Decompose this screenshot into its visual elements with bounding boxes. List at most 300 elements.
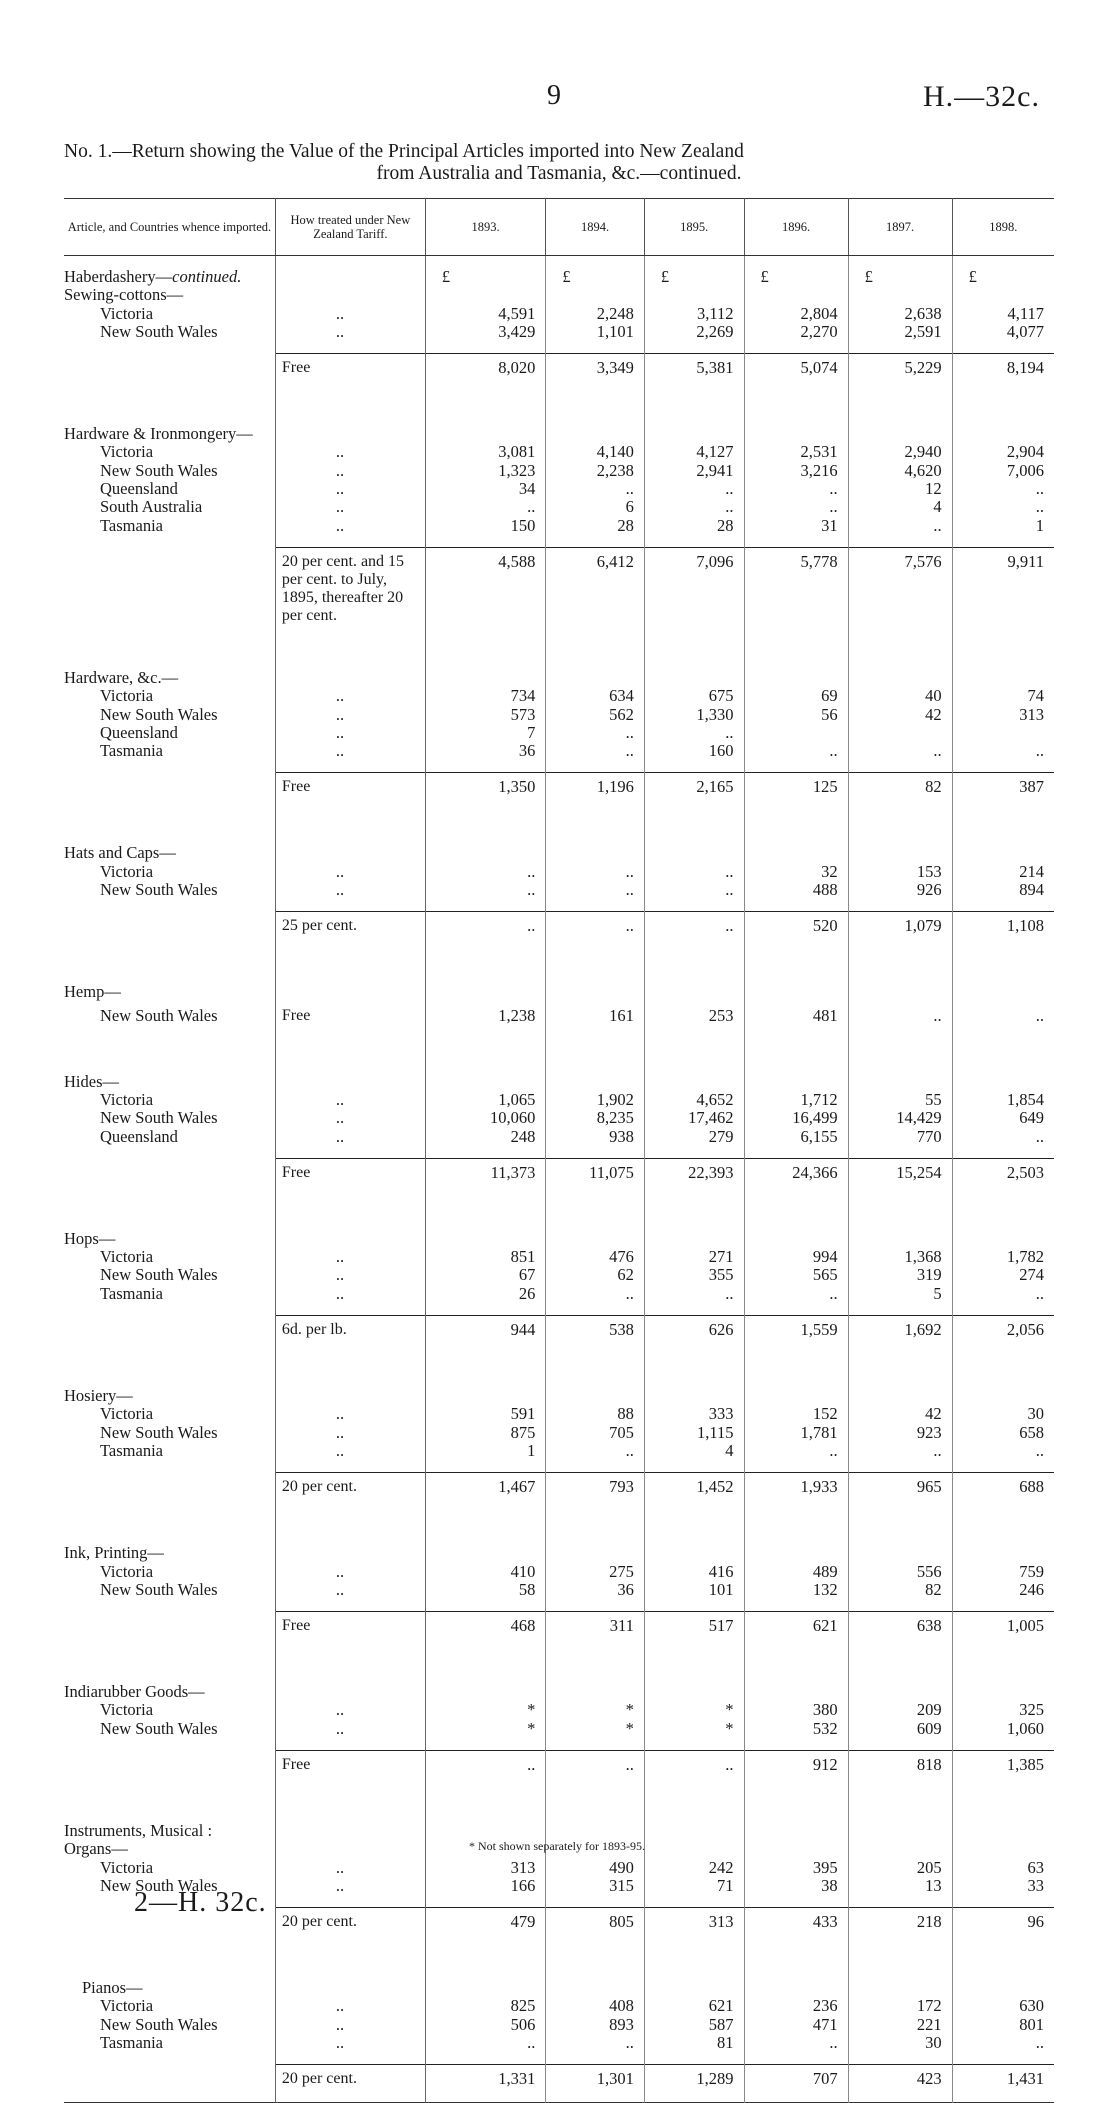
spacer-cell — [275, 1460, 425, 1473]
value-cell: .. — [744, 498, 848, 516]
value-cell: 42 — [848, 706, 952, 724]
currency-cell: £ — [848, 268, 952, 286]
empty-cell — [644, 1599, 744, 1612]
value-cell: .. — [744, 1442, 848, 1460]
country-row — [64, 1128, 1054, 1146]
country-row — [64, 1266, 1054, 1284]
country-name: New South Wales — [64, 1424, 275, 1442]
empty-cell — [644, 341, 744, 354]
treatment-cell: .. — [275, 724, 425, 742]
total-value-cell: 793 — [546, 1473, 645, 1511]
section-title-row — [64, 425, 1054, 443]
empty-cell — [425, 1738, 545, 1751]
total-value-cell: 2,165 — [644, 773, 744, 811]
spacer-cell — [64, 1146, 275, 1159]
section-title-row — [64, 669, 1054, 687]
value-cell: 271 — [644, 1248, 744, 1266]
value-cell: 221 — [848, 2016, 952, 2034]
value-cell: .. — [952, 1002, 1054, 1039]
value-cell: 630 — [952, 1997, 1054, 2015]
section-title: Hardware, &c.— — [64, 669, 275, 687]
value-cell: 12 — [848, 480, 952, 498]
section-title-row — [64, 1822, 1054, 1840]
spacer-cell — [64, 1196, 275, 1230]
empty-cell — [848, 899, 952, 912]
value-cell: .. — [546, 863, 645, 881]
value-cell: 6,155 — [744, 1128, 848, 1146]
empty-cell — [744, 1544, 848, 1562]
empty-cell — [744, 810, 848, 844]
spacer-row — [64, 1303, 1054, 1316]
treatment-cell — [275, 1073, 425, 1091]
country-row — [64, 517, 1054, 535]
total-value-cell: .. — [425, 1750, 545, 1788]
empty-cell — [744, 844, 848, 862]
value-cell: 8,235 — [546, 1109, 645, 1127]
empty-cell — [952, 1979, 1054, 1997]
empty-cell — [425, 760, 545, 773]
value-cell: 1,115 — [644, 1424, 744, 1442]
total-value-cell: 4,588 — [425, 547, 545, 635]
empty-cell — [425, 635, 545, 669]
value-cell: 6 — [546, 498, 645, 516]
empty-cell — [848, 425, 952, 443]
spacer-row — [64, 2052, 1054, 2065]
empty-cell — [952, 1738, 1054, 1751]
empty-cell — [744, 1979, 848, 1997]
value-cell: 42 — [848, 1405, 952, 1423]
value-cell: .. — [425, 2034, 545, 2052]
empty-cell — [425, 1146, 545, 1159]
value-cell: .. — [546, 480, 645, 498]
country-name: Tasmania — [64, 1285, 275, 1303]
country-name: Tasmania — [64, 1442, 275, 1460]
spacer-cell — [275, 1303, 425, 1316]
total-value-cell: 8,020 — [425, 354, 545, 392]
page-number: 9 — [547, 80, 561, 112]
empty-cell — [644, 1683, 744, 1701]
value-cell: 62 — [546, 1266, 645, 1284]
treatment-cell: .. — [275, 517, 425, 535]
value-cell: 2,270 — [744, 323, 848, 341]
spacer-cell — [64, 1738, 275, 1751]
treatment-cell: .. — [275, 706, 425, 724]
total-row — [64, 1473, 1054, 1511]
country-row — [64, 742, 1054, 760]
value-cell: 172 — [848, 1997, 952, 2015]
treatment-cell: 20 per cent. and 15 per cent. to July, 1895, thereafter 20 per cent. — [275, 547, 425, 635]
total-value-cell: 433 — [744, 1908, 848, 1946]
value-cell: 380 — [744, 1701, 848, 1719]
value-cell: .. — [952, 1285, 1054, 1303]
spacer-cell — [275, 635, 425, 669]
empty-cell — [546, 1146, 645, 1159]
value-cell: 3,081 — [425, 443, 545, 461]
country-name: South Australia — [64, 498, 275, 516]
spacer-cell — [64, 899, 275, 912]
value-cell: 562 — [546, 706, 645, 724]
empty-cell — [952, 1544, 1054, 1562]
empty-cell — [744, 1945, 848, 1979]
value-cell: 101 — [644, 1581, 744, 1599]
total-value-cell: 1,467 — [425, 1473, 545, 1511]
total-value-cell: 387 — [952, 773, 1054, 811]
value-cell: .. — [952, 1128, 1054, 1146]
treatment-cell: .. — [275, 1720, 425, 1738]
empty-cell — [848, 844, 952, 862]
empty-cell — [546, 1738, 645, 1751]
empty-cell — [848, 341, 952, 354]
empty-cell — [848, 391, 952, 425]
total-label-cell — [64, 773, 275, 811]
value-cell: 40 — [848, 687, 952, 705]
inline-total-row — [64, 1002, 1054, 1039]
country-row — [64, 863, 1054, 881]
section-title: Hats and Caps— — [64, 844, 275, 862]
country-row — [64, 724, 1054, 742]
value-cell: 325 — [952, 1701, 1054, 1719]
empty-cell — [644, 1895, 744, 1908]
empty-cell — [425, 1460, 545, 1473]
value-cell: 408 — [546, 1997, 645, 2015]
empty-cell — [425, 1979, 545, 1997]
spacer-cell — [275, 760, 425, 773]
country-name: New South Wales — [64, 706, 275, 724]
empty-cell — [644, 535, 744, 548]
value-cell: 88 — [546, 1405, 645, 1423]
section-title-row — [64, 1073, 1054, 1091]
section-title-row — [64, 1979, 1054, 1997]
value-cell: 274 — [952, 1266, 1054, 1284]
value-cell: 69 — [744, 687, 848, 705]
total-label-cell — [64, 1612, 275, 1650]
value-cell: 532 — [744, 1720, 848, 1738]
empty-cell — [848, 1544, 952, 1562]
treatment-cell: Free — [275, 773, 425, 811]
empty-cell — [744, 1649, 848, 1683]
value-cell: 315 — [546, 1877, 645, 1895]
empty-cell — [644, 1738, 744, 1751]
section-title-row — [64, 1544, 1054, 1562]
empty-cell — [952, 810, 1054, 844]
empty-cell — [425, 286, 545, 304]
value-cell: .. — [744, 480, 848, 498]
value-cell: 801 — [952, 2016, 1054, 2034]
value-cell: 333 — [644, 1405, 744, 1423]
total-label-cell — [64, 354, 275, 392]
value-cell: 395 — [744, 1859, 848, 1877]
value-cell: .. — [952, 1442, 1054, 1460]
empty-cell — [848, 1979, 952, 1997]
value-cell: 476 — [546, 1248, 645, 1266]
value-cell: .. — [952, 2034, 1054, 2052]
value-cell: 2,531 — [744, 443, 848, 461]
empty-cell — [425, 1353, 545, 1387]
empty-cell — [952, 1649, 1054, 1683]
empty-cell — [744, 1387, 848, 1405]
empty-cell — [848, 1196, 952, 1230]
spacer-cell — [64, 341, 275, 354]
country-row — [64, 1109, 1054, 1127]
empty-cell — [744, 535, 848, 548]
value-cell: 17,462 — [644, 1109, 744, 1127]
value-cell — [744, 724, 848, 742]
treatment-cell: .. — [275, 1581, 425, 1599]
value-cell: 16,499 — [744, 1109, 848, 1127]
empty-cell — [644, 1649, 744, 1683]
total-row — [64, 2065, 1054, 2103]
empty-cell — [644, 425, 744, 443]
value-cell: 1,323 — [425, 462, 545, 480]
country-name: Tasmania — [64, 2034, 275, 2052]
empty-cell — [546, 983, 645, 1001]
value-cell: 2,248 — [546, 305, 645, 323]
empty-cell — [952, 1510, 1054, 1544]
empty-cell — [425, 669, 545, 687]
empty-cell — [425, 1649, 545, 1683]
value-cell: 1,781 — [744, 1424, 848, 1442]
empty-cell — [546, 1460, 645, 1473]
total-value-cell: 517 — [644, 1612, 744, 1650]
value-cell: 587 — [644, 2016, 744, 2034]
spacer-cell — [275, 899, 425, 912]
value-cell: 55 — [848, 1091, 952, 1109]
country-row — [64, 881, 1054, 899]
value-cell: 1,782 — [952, 1248, 1054, 1266]
empty-cell — [848, 1895, 952, 1908]
treatment-cell: 6d. per lb. — [275, 1316, 425, 1354]
treatment-cell — [275, 983, 425, 1001]
country-row — [64, 1859, 1054, 1877]
spacer-cell — [64, 535, 275, 548]
total-value-cell: 818 — [848, 1750, 952, 1788]
country-row — [64, 305, 1054, 323]
value-cell: 649 — [952, 1109, 1054, 1127]
spacer-row — [64, 1353, 1054, 1387]
empty-cell — [546, 286, 645, 304]
empty-cell — [848, 1353, 952, 1387]
spacer-cell — [64, 810, 275, 844]
empty-cell — [546, 760, 645, 773]
treatment-cell: 20 per cent. — [275, 2065, 425, 2103]
value-cell: 675 — [644, 687, 744, 705]
value-cell: 1,712 — [744, 1091, 848, 1109]
total-value-cell: 2,503 — [952, 1158, 1054, 1196]
total-value-cell: 626 — [644, 1316, 744, 1354]
empty-cell — [848, 635, 952, 669]
value-cell: 38 — [744, 1877, 848, 1895]
spacer-row — [64, 535, 1054, 548]
value-cell: 621 — [644, 1997, 744, 2015]
total-value-cell: 1,331 — [425, 2065, 545, 2103]
value-cell: 74 — [952, 687, 1054, 705]
empty-cell — [848, 1460, 952, 1473]
column-header: 1897. — [848, 199, 952, 256]
total-row — [64, 1316, 1054, 1354]
empty-cell — [952, 2052, 1054, 2065]
empty-cell — [848, 669, 952, 687]
value-cell: 1,065 — [425, 1091, 545, 1109]
total-value-cell: 688 — [952, 1473, 1054, 1511]
total-value-cell: 707 — [744, 2065, 848, 2103]
value-cell: 705 — [546, 1424, 645, 1442]
section-title: Hides— — [64, 1073, 275, 1091]
value-cell: 471 — [744, 2016, 848, 2034]
empty-cell — [546, 2052, 645, 2065]
treatment-cell: 20 per cent. — [275, 1908, 425, 1946]
spacer-cell — [64, 1303, 275, 1316]
value-cell: 7,006 — [952, 462, 1054, 480]
empty-cell — [744, 425, 848, 443]
value-cell: * — [546, 1720, 645, 1738]
total-value-cell: 1,301 — [546, 2065, 645, 2103]
empty-cell — [952, 1039, 1054, 1073]
value-cell: 14,429 — [848, 1109, 952, 1127]
country-name: Victoria — [64, 305, 275, 323]
total-row — [64, 1158, 1054, 1196]
total-label-cell — [64, 1316, 275, 1354]
empty-cell — [546, 425, 645, 443]
empty-cell — [644, 1945, 744, 1979]
total-value-cell: 1,431 — [952, 2065, 1054, 2103]
total-value-cell: 944 — [425, 1316, 545, 1354]
value-cell: 214 — [952, 863, 1054, 881]
value-cell: .. — [546, 2034, 645, 2052]
empty-cell — [644, 286, 744, 304]
empty-cell — [848, 1230, 952, 1248]
spacer-row — [64, 1196, 1054, 1230]
empty-cell — [848, 1387, 952, 1405]
value-cell: 2,904 — [952, 443, 1054, 461]
spacer-row — [64, 1460, 1054, 1473]
country-name: Queensland — [64, 480, 275, 498]
section-title: Instruments, Musical : — [64, 1822, 275, 1840]
empty-cell — [952, 1387, 1054, 1405]
empty-cell — [546, 1599, 645, 1612]
value-cell: 556 — [848, 1563, 952, 1581]
empty-cell — [546, 1510, 645, 1544]
spacer-cell — [64, 760, 275, 773]
treatment-cell — [275, 1544, 425, 1562]
value-cell: 2,941 — [644, 462, 744, 480]
country-row — [64, 706, 1054, 724]
total-value-cell: 1,005 — [952, 1612, 1054, 1650]
empty-cell — [644, 1822, 744, 1840]
value-cell: 4 — [848, 498, 952, 516]
total-value-cell: 538 — [546, 1316, 645, 1354]
total-value-cell: 7,096 — [644, 547, 744, 635]
empty-cell — [425, 1387, 545, 1405]
section-title-row — [64, 1230, 1054, 1248]
empty-cell — [952, 1230, 1054, 1248]
total-value-cell: 1,108 — [952, 912, 1054, 950]
section-title: Hops— — [64, 1230, 275, 1248]
country-name: Victoria — [64, 1563, 275, 1581]
total-value-cell: 1,559 — [744, 1316, 848, 1354]
country-name: Tasmania — [64, 742, 275, 760]
spacer-cell — [275, 391, 425, 425]
empty-cell — [952, 1822, 1054, 1840]
value-cell: 770 — [848, 1128, 952, 1146]
empty-cell — [644, 1196, 744, 1230]
value-cell: 4,127 — [644, 443, 744, 461]
spacer-row — [64, 1945, 1054, 1979]
country-row — [64, 687, 1054, 705]
value-cell: 416 — [644, 1563, 744, 1581]
value-cell: 2,638 — [848, 305, 952, 323]
column-header: 1893. — [425, 199, 545, 256]
value-cell: 734 — [425, 687, 545, 705]
spacer-cell — [546, 256, 645, 269]
section-title: Hosiery— — [64, 1387, 275, 1405]
spacer-row — [64, 1649, 1054, 1683]
empty-cell — [644, 1230, 744, 1248]
total-value-cell: .. — [546, 1750, 645, 1788]
treatment-cell: .. — [275, 1128, 425, 1146]
value-cell: 82 — [848, 1581, 952, 1599]
spacer-cell — [64, 1945, 275, 1979]
total-value-cell: 125 — [744, 773, 848, 811]
empty-cell — [744, 1510, 848, 1544]
empty-cell — [546, 1230, 645, 1248]
spacer-row — [64, 1146, 1054, 1159]
spacer-row — [64, 391, 1054, 425]
total-value-cell: 313 — [644, 1908, 744, 1946]
total-value-cell: 1,289 — [644, 2065, 744, 2103]
column-header: 1898. — [952, 199, 1054, 256]
spacer-row — [64, 1510, 1054, 1544]
value-cell: 246 — [952, 1581, 1054, 1599]
treatment-cell: .. — [275, 742, 425, 760]
column-header: How treated under New Zealand Tariff. — [275, 199, 425, 256]
empty-cell — [952, 286, 1054, 304]
country-row — [64, 462, 1054, 480]
country-name: Queensland — [64, 1128, 275, 1146]
total-value-cell: 6,412 — [546, 547, 645, 635]
empty-cell — [644, 1353, 744, 1387]
total-value-cell: 621 — [744, 1612, 848, 1650]
country-row — [64, 443, 1054, 461]
empty-cell — [425, 1510, 545, 1544]
empty-cell — [644, 1146, 744, 1159]
spacer-cell — [275, 2052, 425, 2065]
spacer-cell — [644, 256, 744, 269]
empty-cell — [848, 1945, 952, 1979]
empty-cell — [848, 1073, 952, 1091]
empty-cell — [546, 1822, 645, 1840]
empty-cell — [848, 1510, 952, 1544]
empty-cell — [425, 1230, 545, 1248]
treatment-cell — [275, 1683, 425, 1701]
value-cell: 236 — [744, 1997, 848, 2015]
value-cell: 28 — [644, 517, 744, 535]
value-cell: 58 — [425, 1581, 545, 1599]
value-cell: 573 — [425, 706, 545, 724]
spacer-cell — [848, 256, 952, 269]
empty-cell — [952, 1599, 1054, 1612]
value-cell: 34 — [425, 480, 545, 498]
total-value-cell: 1,933 — [744, 1473, 848, 1511]
empty-cell — [952, 391, 1054, 425]
currency-cell: £ — [425, 268, 545, 286]
total-value-cell: 5,778 — [744, 547, 848, 635]
value-cell: 67 — [425, 1266, 545, 1284]
empty-cell — [546, 635, 645, 669]
empty-cell — [644, 1544, 744, 1562]
country-row — [64, 1248, 1054, 1266]
total-value-cell: .. — [546, 912, 645, 950]
treatment-cell: .. — [275, 863, 425, 881]
